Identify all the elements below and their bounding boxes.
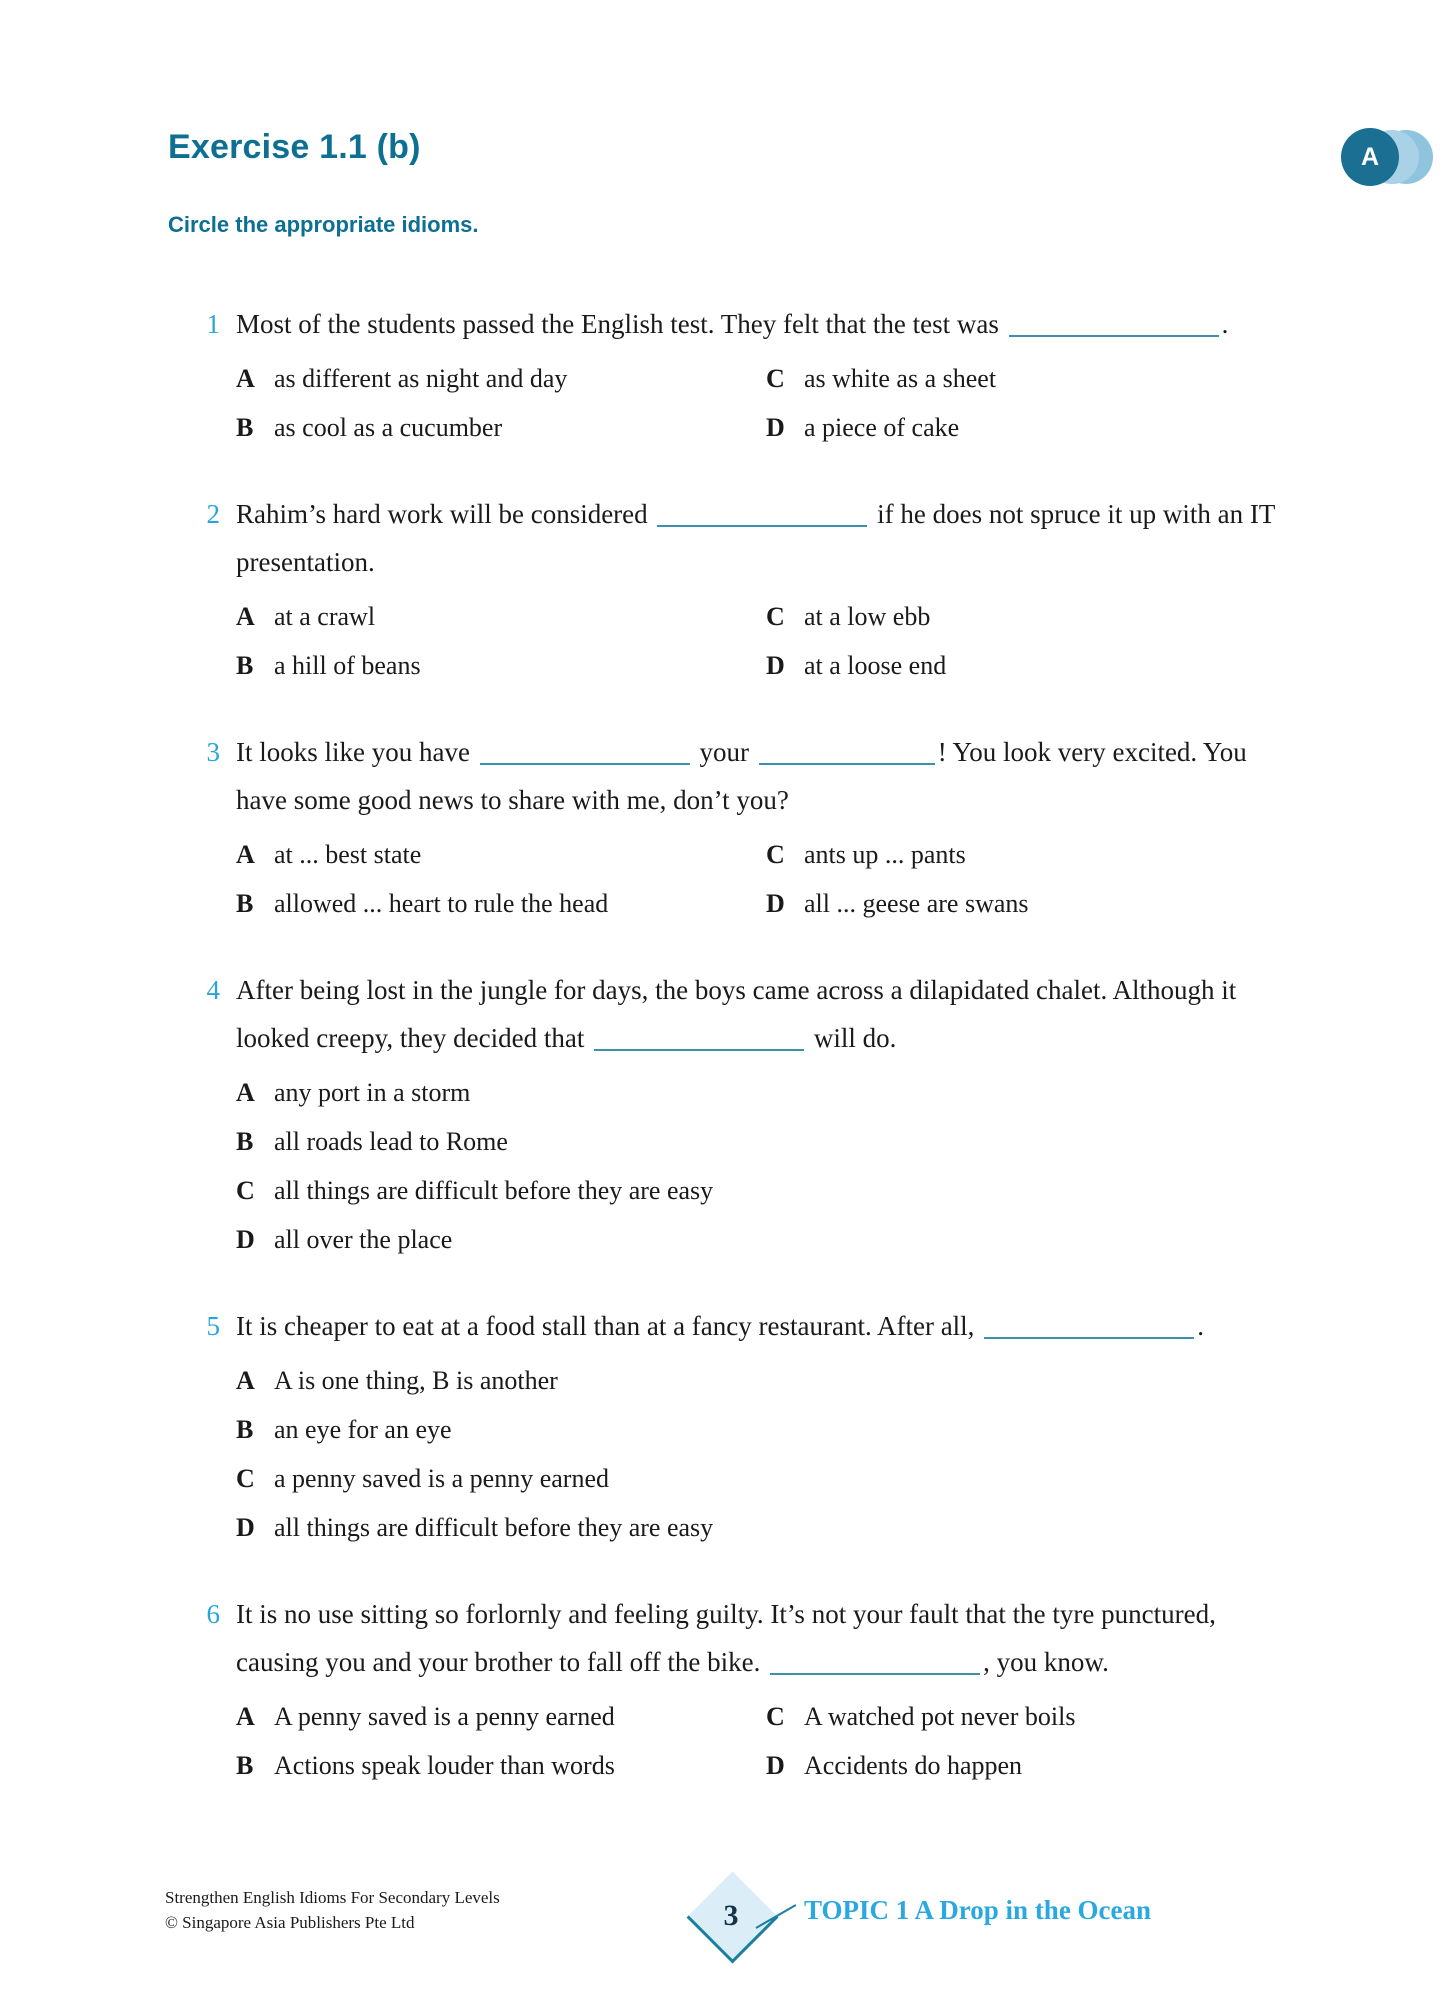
answer-blank[interactable]	[657, 501, 867, 527]
option-label: D	[766, 651, 785, 680]
option-c[interactable]	[766, 354, 996, 403]
question-stem	[0, 966, 1453, 1062]
option-text: Accidents do happen	[804, 1751, 1023, 1780]
question-number: 2	[206, 499, 220, 529]
option-b[interactable]	[236, 1741, 766, 1790]
footer-publisher	[165, 1885, 500, 1935]
answer-blank[interactable]	[594, 1025, 804, 1051]
answer-blank[interactable]	[984, 1313, 1194, 1339]
option-group	[0, 1692, 1453, 1790]
answer-blank[interactable]	[770, 1649, 980, 1675]
option-text: all things are difficult before they are easy	[274, 1513, 714, 1542]
option-d[interactable]	[236, 1215, 452, 1264]
question-text-segment: Rahim’s hard work will be considered	[236, 499, 655, 529]
footer-topic-block	[700, 1881, 1260, 1951]
option-a[interactable]	[236, 592, 766, 641]
option-label: A	[236, 364, 255, 393]
option-label: C	[766, 840, 785, 869]
option-text: allowed ... heart to rule the head	[274, 889, 609, 918]
option-label: A	[236, 1078, 255, 1107]
option-b[interactable]	[236, 403, 766, 452]
question-stem	[0, 1590, 1453, 1686]
question-item	[0, 1590, 1453, 1790]
option-row	[236, 354, 1453, 403]
option-text: Actions speak louder than words	[274, 1751, 615, 1780]
option-a[interactable]	[236, 1692, 766, 1741]
option-label: A	[236, 1366, 255, 1395]
option-text: ants up ... pants	[804, 840, 966, 869]
question-text-segment: will do.	[807, 1023, 897, 1053]
option-c[interactable]	[236, 1166, 713, 1215]
option-a[interactable]	[236, 830, 766, 879]
question-text-segment: Most of the students passed the English test. They felt that the test was	[236, 309, 1006, 339]
question-stem	[0, 1302, 1453, 1350]
option-label: B	[236, 1127, 254, 1156]
option-text: all things are difficult before they are easy	[274, 1176, 714, 1205]
question-item	[0, 1302, 1453, 1552]
question-number: 6	[206, 1599, 220, 1629]
option-row	[236, 1741, 1453, 1790]
option-c[interactable]	[236, 1454, 609, 1503]
option-row	[236, 879, 1453, 928]
option-b[interactable]	[236, 879, 766, 928]
option-d[interactable]	[766, 403, 959, 452]
option-text: A watched pot never boils	[804, 1702, 1076, 1731]
question-item	[0, 728, 1453, 928]
question-list	[0, 300, 1453, 1828]
option-text: A penny saved is a penny earned	[274, 1702, 615, 1731]
question-text-segment: if he does not spruce it up with an IT presentation.	[236, 499, 1275, 577]
option-b[interactable]	[236, 1117, 508, 1166]
option-d[interactable]	[236, 1503, 713, 1552]
option-label: C	[766, 1702, 785, 1731]
footer-copyright: © Singapore Asia Publishers Pte Ltd	[165, 1913, 415, 1932]
question-text-segment: .	[1197, 1311, 1204, 1341]
question-stem	[0, 300, 1453, 348]
option-row	[236, 1692, 1453, 1741]
option-label: B	[236, 1751, 254, 1780]
option-text: a hill of beans	[274, 651, 421, 680]
question-number: 1	[206, 309, 220, 339]
option-b[interactable]	[236, 1405, 452, 1454]
question-text-segment: After being lost in the jungle for days, the boys came across a dilapidated chalet. Although it looked creepy, they decided that	[236, 975, 1237, 1053]
option-row	[236, 1166, 1453, 1215]
option-label: D	[236, 1513, 255, 1542]
option-row	[236, 641, 1453, 690]
page-title: Exercise 1.1 (b)	[168, 128, 421, 166]
option-label: D	[236, 1225, 255, 1254]
option-row	[236, 403, 1453, 452]
option-label: C	[766, 602, 785, 631]
option-label: D	[766, 1751, 785, 1780]
question-text-segment: , you know.	[983, 1647, 1109, 1677]
question-item	[0, 966, 1453, 1264]
question-text-segment: It is cheaper to eat at a food stall than at a fancy restaurant. After all,	[236, 1311, 982, 1341]
option-row	[236, 592, 1453, 641]
option-group	[0, 592, 1453, 690]
option-row	[236, 1503, 1453, 1552]
question-stem	[0, 490, 1453, 586]
answer-blank[interactable]	[480, 739, 690, 765]
topic-label: TOPIC 1 A Drop in the Ocean	[804, 1895, 1152, 1925]
question-item	[0, 490, 1453, 690]
option-text: at ... best state	[274, 840, 422, 869]
option-label: A	[236, 840, 255, 869]
option-row	[236, 1405, 1453, 1454]
question-text-segment: ! You look very excited. You have some good news to share with me, don’t you?	[236, 737, 1247, 815]
question-text-segment: It is no use sitting so forlornly and feeling guilty. It’s not your fault that the tyre punctured, causing you and your brother to fall off the bike.	[236, 1599, 1216, 1677]
option-group	[0, 1356, 1453, 1552]
option-d[interactable]	[766, 1741, 1022, 1790]
option-label: A	[236, 1702, 255, 1731]
option-a[interactable]	[236, 1068, 470, 1117]
option-text: an eye for an eye	[274, 1415, 452, 1444]
option-group	[0, 830, 1453, 928]
option-label: A	[236, 602, 255, 631]
option-d[interactable]	[766, 641, 946, 690]
option-text: at a crawl	[274, 602, 376, 631]
option-d[interactable]	[766, 879, 1029, 928]
option-text: as cool as a cucumber	[274, 413, 503, 442]
option-text: any port in a storm	[274, 1078, 471, 1107]
page-footer	[0, 1875, 1453, 2005]
option-label: B	[236, 1415, 254, 1444]
option-text: a piece of cake	[804, 413, 960, 442]
answer-blank[interactable]	[1009, 311, 1219, 337]
option-text: as different as night and day	[274, 364, 568, 393]
option-group	[0, 1068, 1453, 1264]
option-label: B	[236, 651, 254, 680]
question-text-segment: It looks like you have	[236, 737, 477, 767]
option-label: D	[766, 889, 785, 918]
option-text: all ... geese are swans	[804, 889, 1029, 918]
answer-blank[interactable]	[759, 739, 935, 765]
footer-book-title: Strengthen English Idioms For Secondary Levels	[165, 1888, 500, 1907]
question-number: 5	[206, 1311, 220, 1341]
option-c[interactable]	[766, 830, 966, 879]
option-row	[236, 1454, 1453, 1503]
section-badge	[1333, 128, 1453, 188]
option-label: B	[236, 889, 254, 918]
question-item	[0, 300, 1453, 452]
option-row	[236, 1117, 1453, 1166]
option-label: C	[766, 364, 785, 393]
question-text-segment: .	[1221, 309, 1229, 339]
option-label: C	[236, 1464, 255, 1493]
option-text: at a low ebb	[804, 602, 931, 631]
question-text-segment: your	[692, 737, 756, 767]
question-number: 3	[206, 737, 220, 767]
question-number: 4	[206, 975, 220, 1005]
option-text: all over the place	[274, 1225, 453, 1254]
question-stem	[0, 728, 1453, 824]
option-row	[236, 1356, 1453, 1405]
option-text: at a loose end	[804, 651, 947, 680]
option-b[interactable]	[236, 641, 766, 690]
option-label: D	[766, 413, 785, 442]
option-text: A is one thing, B is another	[274, 1366, 558, 1395]
option-label: C	[236, 1176, 255, 1205]
instruction-text: Circle the appropriate idioms.	[168, 212, 479, 237]
option-c[interactable]	[766, 592, 930, 641]
option-group	[0, 354, 1453, 452]
option-a[interactable]	[236, 1356, 558, 1405]
option-c[interactable]	[766, 1692, 1076, 1741]
option-text: a penny saved is a penny earned	[274, 1464, 609, 1493]
badge-letter: A	[1341, 128, 1399, 186]
option-text: as white as a sheet	[804, 364, 997, 393]
option-row	[236, 1215, 1453, 1264]
option-a[interactable]	[236, 354, 766, 403]
option-text: all roads lead to Rome	[274, 1127, 508, 1156]
option-row	[236, 830, 1453, 879]
page-number: 3	[723, 1899, 739, 1932]
option-label: B	[236, 413, 254, 442]
option-row	[236, 1068, 1453, 1117]
